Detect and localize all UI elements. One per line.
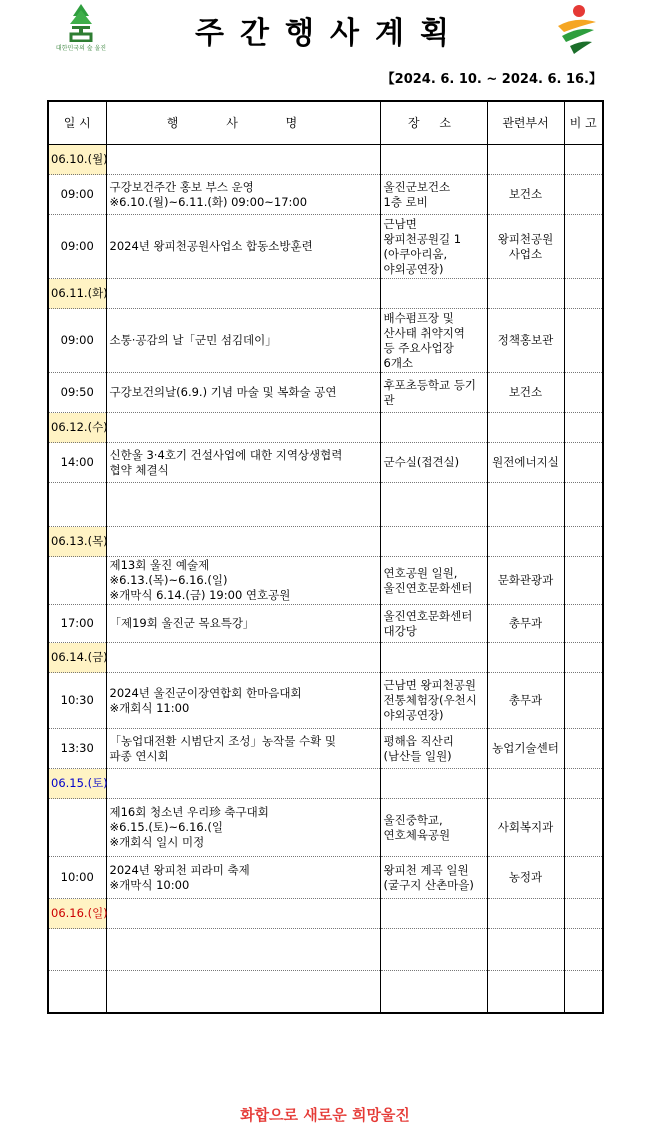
empty-cell [380,899,487,929]
event-name-line: ※6.15.(토)~6.16.(일 [109,820,223,834]
event-place-line: 왕피천 계곡 일원 [383,862,469,877]
event-name [106,799,380,857]
event-name [106,971,380,1013]
event-place-line: 대강당 [383,623,417,638]
event-dept [487,929,564,971]
empty-cell [380,769,487,799]
empty-cell [564,899,603,929]
event-dept [487,971,564,1013]
event-place [380,215,487,279]
event-dept: 원전에너지실 [487,443,564,483]
event-row [48,215,603,279]
event-row [48,373,603,413]
empty-cell [487,145,564,175]
day-row [48,145,603,175]
event-note [564,605,603,643]
event-name-line: 협약 체결식 [109,462,169,477]
event-dept: 사회복지과 [487,799,564,857]
day-row [48,279,603,309]
day-row [48,899,603,929]
event-note [564,373,603,413]
event-name-line: 소통·공감의 날「군민 섬김데이」 [109,333,277,347]
event-place [380,175,487,215]
event-name [106,729,380,769]
day-row [48,527,603,557]
event-time: 14:00 [48,443,106,483]
event-place [380,557,487,605]
schedule-table [47,100,604,1014]
event-name-line: 신한울 3·4호기 건설사업에 대한 지역상생협력 [109,447,343,462]
event-row [48,309,603,373]
day-date: 06.12.(수) [48,413,106,443]
event-row [48,929,603,971]
event-place-line: 울진중학교, [383,812,443,827]
empty-cell [106,413,380,443]
event-note [564,215,603,279]
event-name-line: 구강보건주간 홍보 부스 운영 [109,179,254,194]
event-place-line: 전통체험장(우천시 [383,693,477,707]
event-note [564,971,603,1013]
event-row [48,443,603,483]
event-time: 17:00 [48,605,106,643]
event-name-line: 구강보건의날(6.9.) 기념 마술 및 복화술 공연 [109,385,337,399]
col-header-datetime: 일 시 [48,101,106,145]
event-dept: 왕피천공원 사업소 [487,215,564,279]
event-dept: 농업기술센터 [487,729,564,769]
event-place-line: 등 주요사업장 [383,340,454,355]
event-row [48,857,603,899]
forest-logo-icon [64,4,98,42]
event-note [564,799,603,857]
event-name [106,605,380,643]
uljin-county-logo [552,2,602,58]
event-row [48,483,603,527]
event-time [48,799,106,857]
empty-cell [564,145,603,175]
event-place-line: 울진연호문화센터 [383,580,473,595]
empty-cell [106,279,380,309]
event-time: 09:00 [48,175,106,215]
event-place-line: 연호체육공원 [383,827,451,842]
event-name-line: 2024년 왕피천 피라미 축제 [109,862,250,877]
uljin-forest-logo [46,4,116,56]
event-name [106,673,380,729]
day-date: 06.15.(토) [48,769,106,799]
event-name-line: ※개회식 11:00 [109,700,190,715]
empty-cell [564,279,603,309]
day-row [48,643,603,673]
event-time [48,929,106,971]
empty-cell [380,279,487,309]
empty-cell [487,279,564,309]
col-header-dept: 관련부서 [487,101,564,145]
col-header-note: 비 고 [564,101,603,145]
empty-cell [487,643,564,673]
event-name-line: ※6.10.(월)~6.11.(화) 09:00~17:00 [109,194,308,209]
event-time: 10:30 [48,673,106,729]
event-name [106,557,380,605]
table-header-row [48,101,603,145]
empty-cell [106,643,380,673]
event-name-line: ※개막식 6.14.(금) 19:00 연호공원 [109,588,291,602]
event-name-line: 2024년 울진군이장연합회 한마음대회 [109,685,302,700]
event-place [380,443,487,483]
event-name [106,929,380,971]
event-time: 09:00 [48,309,106,373]
day-date: 06.11.(화) [48,279,106,309]
day-date: 06.14.(금) [48,643,106,673]
empty-cell [564,413,603,443]
event-place-line: 산사태 취약지역 [383,325,465,340]
day-date: 06.10.(월) [48,145,106,175]
event-place-line: 후포초등학교 등기관 [383,377,477,407]
footer-slogan: 화합으로 새로운 희망울진 [240,1106,410,1124]
event-note [564,673,603,729]
event-place-line: 근남면 [383,216,417,231]
event-dept: 총무과 [487,673,564,729]
event-time: 09:50 [48,373,106,413]
empty-cell [380,413,487,443]
event-name [106,373,380,413]
event-row [48,175,603,215]
event-place [380,605,487,643]
logo-caption: 대한민국의 숲 울진 [55,45,107,52]
empty-cell [564,527,603,557]
event-name-line: 「농업대전환 시범단지 조성」농작물 수확 및 [109,733,336,748]
event-place-line: 야외공연장) [383,708,444,722]
empty-cell [487,413,564,443]
event-note [564,729,603,769]
event-place [380,799,487,857]
event-name [106,215,380,279]
event-place [380,971,487,1013]
event-row [48,971,603,1013]
event-dept: 총무과 [487,605,564,643]
page-title: 주간행사계획 [195,16,465,51]
event-dept: 보건소 [487,175,564,215]
event-place-line: 배수펌프장 및 [383,310,454,325]
event-time [48,971,106,1013]
event-place [380,929,487,971]
event-dept: 문화관광과 [487,557,564,605]
event-name [106,483,380,527]
event-place-line: 야외공연장) [383,261,444,276]
event-place-line: 1층 로비 [383,194,428,209]
event-place-line: 평해읍 직산리 [383,733,454,748]
event-place [380,483,487,527]
empty-cell [380,527,487,557]
empty-cell [487,899,564,929]
event-name-line: 제13회 울진 예술제 [109,558,210,572]
event-place-line: 군수실(접견실) [383,455,460,469]
event-place-line: 왕피천공원길 1 [383,231,462,246]
event-name-line: 제16회 청소년 우리珍 축구대회 [109,805,269,819]
event-row [48,605,603,643]
empty-cell [106,899,380,929]
event-name-line: 「제19회 울진군 목요특강」 [109,616,255,630]
event-row [48,799,603,857]
day-row [48,769,603,799]
event-note [564,309,603,373]
event-dept: 농정과 [487,857,564,899]
event-time: 09:00 [48,215,106,279]
event-name [106,443,380,483]
empty-cell [106,145,380,175]
event-place [380,309,487,373]
empty-cell [487,769,564,799]
event-place-line: (남산들 일원) [383,748,452,763]
event-note [564,443,603,483]
event-place-line: (굴구지 산촌마을) [383,877,474,892]
event-note [564,557,603,605]
event-note [564,929,603,971]
event-row [48,673,603,729]
empty-cell [564,643,603,673]
day-date: 06.16.(일) [48,899,106,929]
event-place-line: 울진군보건소 [383,179,451,194]
event-time: 10:00 [48,857,106,899]
event-note [564,175,603,215]
county-symbol-icon [552,2,602,58]
event-name-line: ※6.13.(목)~6.16.(일) [109,573,228,587]
event-time: 13:30 [48,729,106,769]
empty-cell [487,527,564,557]
event-row [48,729,603,769]
col-header-event: 행 사 명 [106,101,380,145]
event-name [106,175,380,215]
empty-cell [106,769,380,799]
event-dept: 보건소 [487,373,564,413]
empty-cell [106,527,380,557]
event-place-line: 울진연호문화센터 [383,608,473,623]
event-name-line: 2024년 왕피천공원사업소 합동소방훈련 [109,239,313,253]
event-time [48,557,106,605]
empty-cell [380,643,487,673]
event-note [564,483,603,527]
event-place [380,857,487,899]
day-date: 06.13.(목) [48,527,106,557]
event-name [106,857,380,899]
col-header-place: 장 소 [380,101,487,145]
event-place-line: 6개소 [383,355,414,370]
event-note [564,857,603,899]
event-dept [487,483,564,527]
empty-cell [564,769,603,799]
event-place [380,373,487,413]
schedule-period: 【2024. 6. 10. ~ 2024. 6. 16.】 [381,72,602,87]
event-place-line: 연호공원 일원, [383,565,458,580]
event-name-line: 파종 연시회 [109,748,169,763]
event-name-line: ※개막식 10:00 [109,877,190,892]
event-place [380,673,487,729]
empty-cell [380,145,487,175]
event-time [48,483,106,527]
day-row [48,413,603,443]
event-place-line: 근남면 왕피천공원 [383,678,477,692]
event-name [106,309,380,373]
event-dept: 정책홍보관 [487,309,564,373]
event-place [380,729,487,769]
event-row [48,557,603,605]
event-name-line: ※개회식 일시 미정 [109,835,205,849]
event-place-line: (아쿠아리움, [383,246,448,261]
